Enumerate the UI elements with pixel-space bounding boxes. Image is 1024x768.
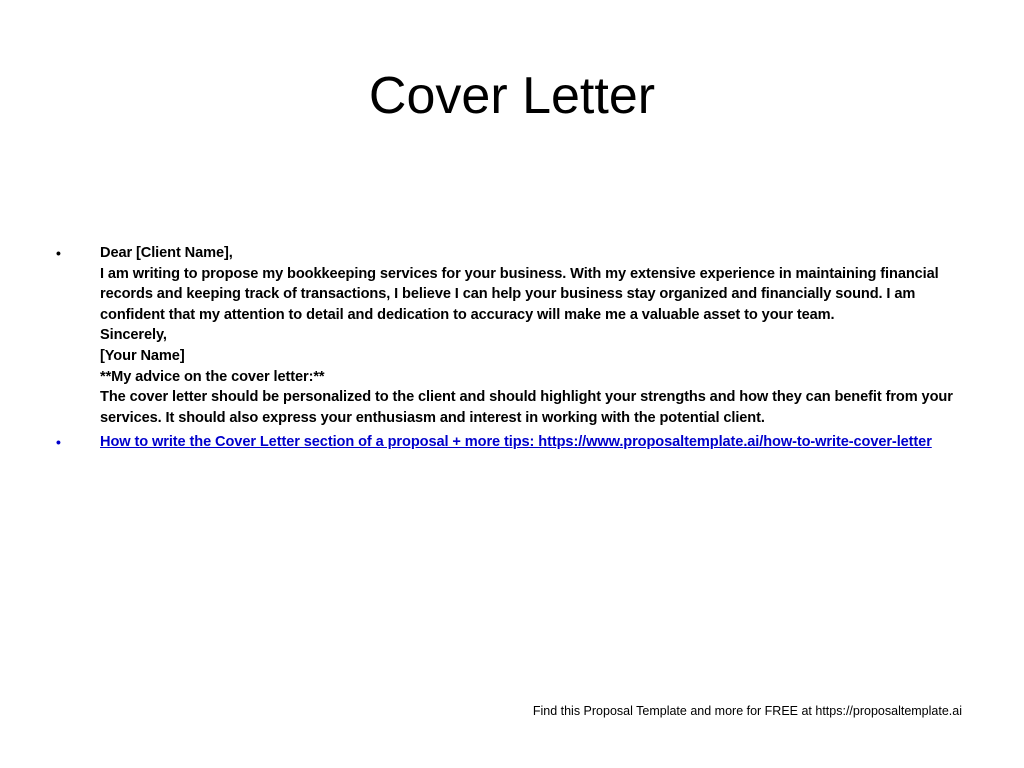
cover-letter-text (100, 243, 968, 428)
list-item-tips-link (56, 432, 968, 453)
advice-heading: **My advice on the cover letter:** (100, 368, 325, 385)
tips-link[interactable]: How to write the Cover Letter section of a proposal + more tips: https://www.proposaltemplate.ai/how-to-write-cover-letter (100, 434, 932, 451)
advice-paragraph: The cover letter should be personalized to the client and should highlight your strengths and how they can benefit from your services. It should also express your enthusiasm and interest in working with the potential client. (100, 389, 953, 426)
list-item-cover-letter-body (56, 243, 968, 428)
proposal-paragraph: I am writing to propose my bookkeeping services for your business. With my extensive experience in maintaining financial records and keeping track of transactions, I believe I can help your business stay organized and financially sound. I am confident that my attention to detail and dedication to accuracy will make me a valuable asset to your team. (100, 265, 939, 323)
signature-line: [Your Name] (100, 347, 185, 364)
slide-title: Cover Letter (368, 67, 656, 125)
bullet-icon: • (56, 245, 61, 261)
bullet-icon: • (56, 434, 61, 451)
bullet-list (56, 243, 968, 457)
greeting-line: Dear [Client Name], (100, 245, 233, 261)
footer-note: Find this Proposal Template and more for FREE at https://proposaltemplate.ai (532, 704, 962, 718)
closing-line: Sincerely, (100, 327, 167, 344)
